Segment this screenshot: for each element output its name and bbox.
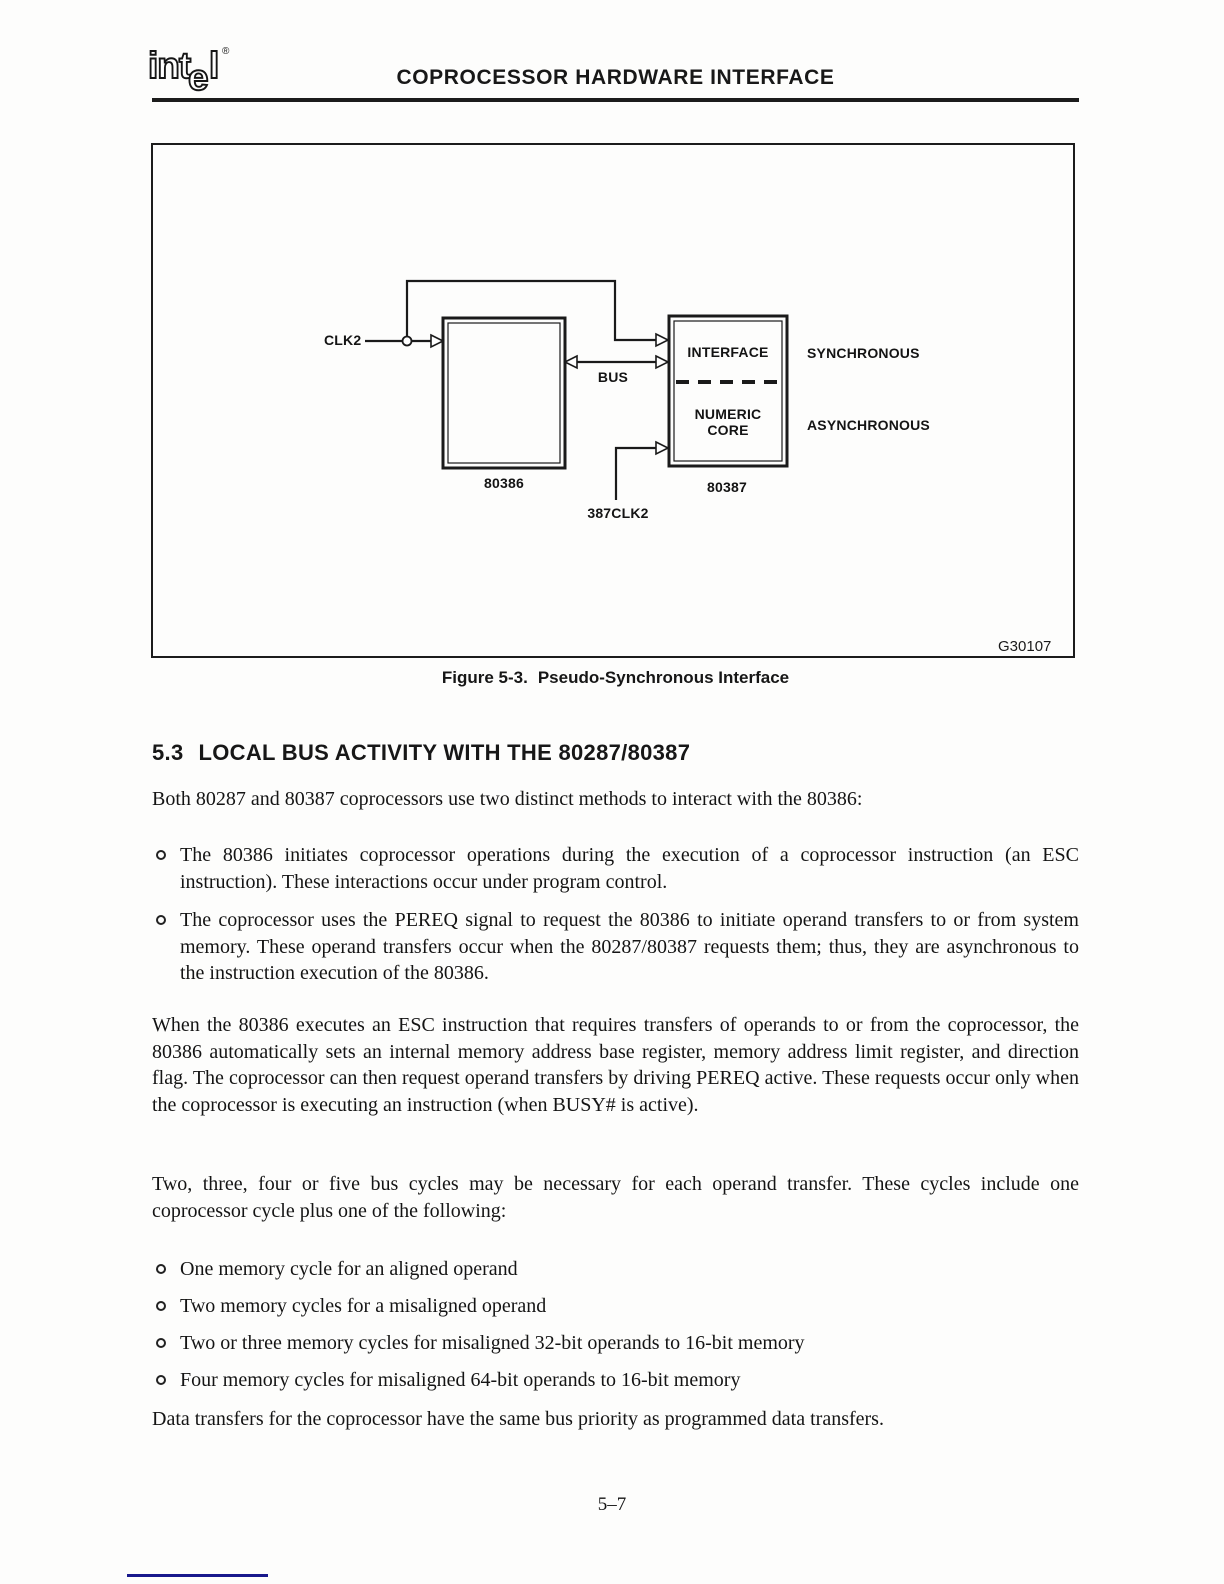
cpu-80386-box	[443, 318, 565, 468]
intel-logo-l: l	[209, 45, 219, 86]
page-number: 5–7	[597, 1494, 627, 1515]
pseudo-synchronous-diagram	[153, 145, 1073, 656]
numeric-core-line1: NUMERIC	[694, 406, 762, 422]
registered-trademark-symbol: ®	[222, 46, 230, 57]
clk2-junction-node	[403, 337, 412, 346]
closing-paragraph: Data transfers for the coprocessor have the same bus priority as programmed data transfers.	[152, 1408, 884, 1430]
section-number: 5.3	[152, 740, 184, 765]
section-title: LOCAL BUS ACTIVITY WITH THE 80287/80387	[198, 740, 691, 765]
body-paragraph: When the 80386 executes an ESC instruction that requires transfers of operands to or from the coprocessor, the 80386 automatically sets an internal memory address base register, memory address limit register, and direction flag. The coprocessor can then request operand transfers by driving PEREQ active. These requests occur only when the coprocessor is executing an instruction (when BUSY# is active).	[152, 1014, 1079, 1116]
figure-caption	[152, 668, 1079, 688]
clk387-label: 387CLK2	[587, 505, 649, 521]
list-item-text: One memory cycle for an aligned operand	[180, 1258, 518, 1280]
clk387-line	[616, 448, 656, 500]
list-item	[152, 1330, 1079, 1357]
bullet-icon	[156, 1338, 166, 1348]
chip-80387-label: 80387	[707, 479, 747, 495]
list-item	[152, 1293, 1079, 1320]
list-item	[152, 907, 1079, 987]
list-item-text: The coprocessor uses the PEREQ signal to request the 80386 to initiate operand transfers to or from system memory. These operand transfers occur when the 80287/80387 requests them; thus, they are asynchronous to the instruction execution of the 80386.	[180, 909, 1079, 984]
figure-caption-number: Figure 5-3.	[441, 668, 528, 687]
figure-reference-number: G30107	[998, 638, 1052, 655]
figure-caption-title: Pseudo-Synchronous Interface	[537, 668, 790, 687]
feedback-arrowhead	[656, 334, 668, 346]
list-item-text: Two or three memory cycles for misaligned 32-bit operands to 16-bit memory	[180, 1332, 805, 1354]
cpu-80386-box-inner	[448, 323, 560, 463]
numeric-core-line2: CORE	[707, 422, 749, 438]
intro-paragraph: Both 80287 and 80387 coprocessors use two distinct methods to interact with the 80386:	[152, 788, 863, 810]
bullet-icon	[156, 1301, 166, 1311]
bullet-icon	[156, 915, 166, 925]
intel-logo-int: int	[148, 45, 191, 86]
section-heading	[152, 740, 690, 766]
figure-frame	[151, 143, 1075, 658]
coprocessor-80387-box	[669, 316, 787, 466]
bus-arrowhead-left	[565, 356, 577, 368]
clk2-label: CLK2	[324, 332, 362, 348]
list-item	[152, 842, 1079, 895]
list-item	[152, 1367, 1079, 1394]
header-divider	[152, 98, 1079, 102]
numeric-core-label	[669, 406, 787, 438]
synchronous-label: SYNCHRONOUS	[807, 345, 920, 361]
bus-label: BUS	[597, 369, 629, 385]
footer-blue-line	[127, 1574, 268, 1577]
intel-logo-dropped-e: e	[188, 57, 208, 98]
page-header-title: COPROCESSOR HARDWARE INTERFACE	[396, 66, 835, 89]
bullet-icon	[156, 1264, 166, 1274]
clk2-arrowhead	[431, 335, 443, 347]
list-item-text: Two memory cycles for a misaligned operand	[180, 1295, 547, 1317]
list-item-text: The 80386 initiates coprocessor operations during the execution of a coprocessor instruction (an ESC instruction). These interactions occur under program control.	[180, 844, 1079, 893]
bus-arrowhead-right	[656, 356, 668, 368]
coprocessor-80387-box-inner	[674, 321, 782, 461]
body-paragraph: Two, three, four or five bus cycles may be necessary for each operand transfer. These cycles include one coprocessor cycle plus one of the following:	[152, 1173, 1079, 1222]
list-item	[152, 1256, 1079, 1283]
interface-label: INTERFACE	[687, 344, 769, 360]
bullet-icon	[156, 850, 166, 860]
chip-80386-label: 80386	[484, 475, 524, 491]
bullet-icon	[156, 1375, 166, 1385]
clk387-arrowhead	[656, 442, 668, 454]
list-item-text: Four memory cycles for misaligned 64-bit operands to 16-bit memory	[180, 1369, 741, 1391]
asynchronous-label: ASYNCHRONOUS	[807, 417, 930, 433]
